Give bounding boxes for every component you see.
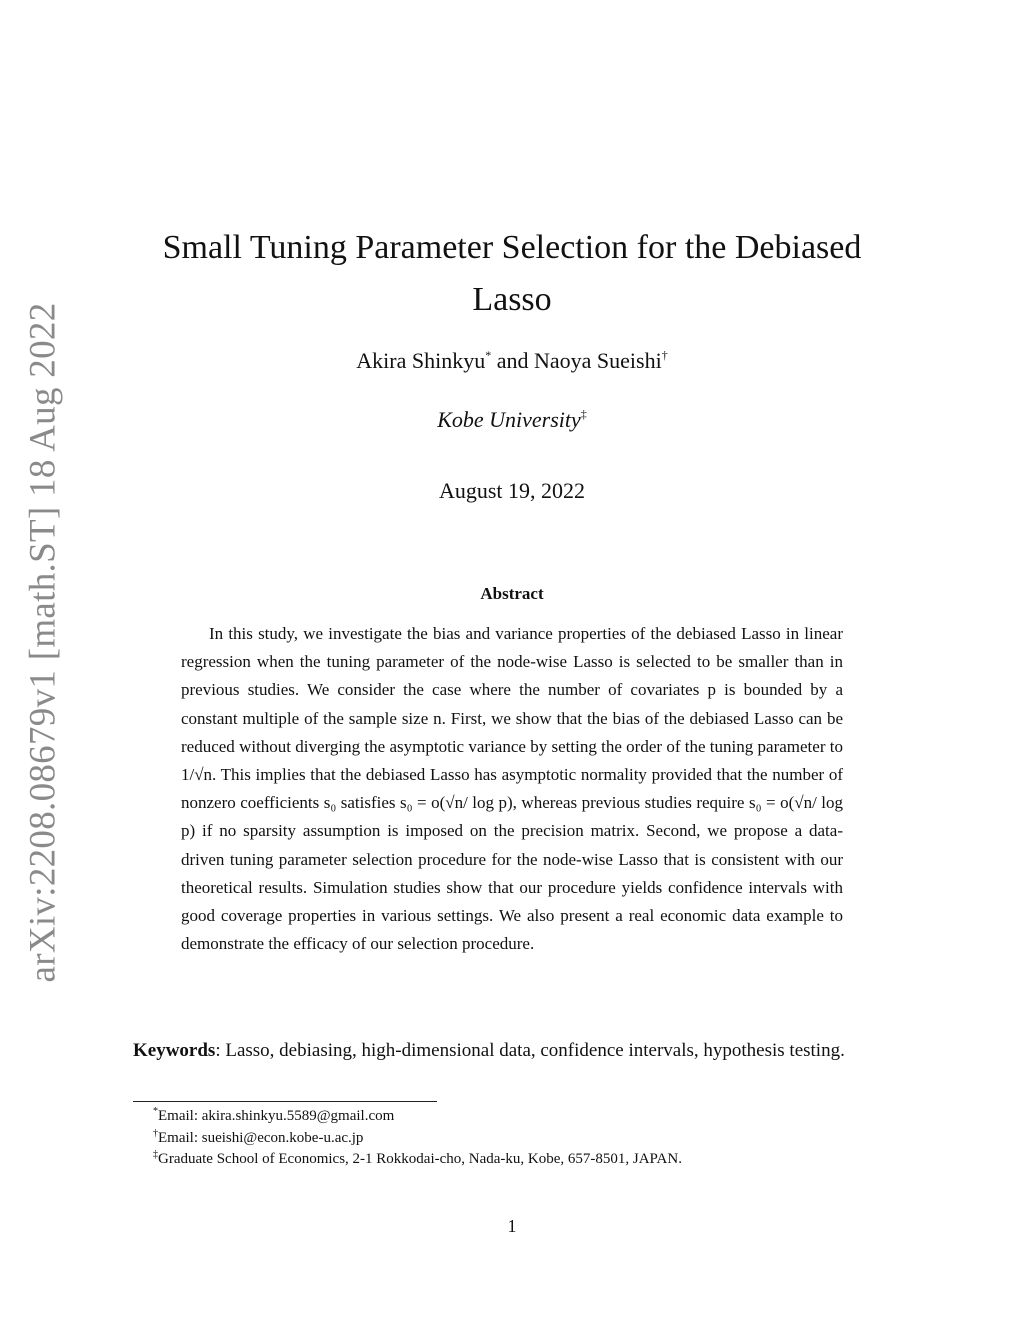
- paper-date: August 19, 2022: [438, 478, 586, 503]
- abstract-heading: Abstract: [480, 584, 544, 603]
- affiliation-mark: ‡: [580, 407, 587, 421]
- page-number: 1: [507, 1216, 517, 1236]
- footnote-2-mark: †: [153, 1127, 158, 1139]
- footnote-3-mark: ‡: [153, 1149, 158, 1160]
- keywords-label: Keywords: [133, 1040, 216, 1061]
- author-line: [0, 348, 1024, 374]
- author-second: Naoya Sueishi: [534, 348, 662, 373]
- keywords: [133, 1036, 891, 1066]
- affiliation-name: Kobe University: [437, 407, 581, 432]
- footnote-2-text: Email: sueishi@econ.kobe-u.ac.jp: [158, 1129, 364, 1146]
- footnote-2: [153, 1128, 913, 1150]
- author-connector: and: [491, 348, 534, 373]
- footnote-3: [153, 1149, 913, 1171]
- footnote-1: [153, 1106, 913, 1128]
- arxiv-identifier: arXiv:2208.08679v1 [math.ST] 18 Aug 2022: [22, 302, 64, 983]
- paper-title: Small Tuning Parameter Selection for the Debiased Lasso: [162, 229, 862, 318]
- affiliation: [0, 407, 1024, 433]
- footnote-1-mark: *: [153, 1106, 158, 1117]
- abstract-text: In this study, we investigate the bias and variance properties of the debiased Lasso in linear regression when the tuning parameter of the node-wise Lasso is selected to be smaller than in previous studies. We consider the case where the number of covariates p is bounded by a constant multiple of the sample size n. First, we show that the bias of the debiased Lasso can be reduced without diverging the asymptotic variance by setting the order of the tuning parameter to 1/√n. This implies that the debiased Lasso has asymptotic normality provided that the number of nonzero coefficients s₀ satisfies s₀ = o(√n/ log p), whereas previous studies require s₀ = o(√n/ log p) if no sparsity assumption is imposed on the precision matrix. Second, we propose a data-driven tuning parameter selection procedure for the node-wise Lasso that is consistent with our theoretical results. Simulation studies show that our procedure yields confidence intervals with good coverage properties in various settings. We also present a real economic data example to demonstrate the efficacy of our selection procedure.: [181, 624, 843, 954]
- footnotes: [153, 1106, 913, 1171]
- author-second-mark: †: [661, 348, 668, 362]
- footnote-3-text: Graduate School of Economics, 2-1 Rokkodai-cho, Nada-ku, Kobe, 657-8501, JAPAN.: [158, 1151, 682, 1167]
- footnote-1-text: Email: akira.shinkyu.5589@gmail.com: [158, 1108, 395, 1124]
- author-first: Akira Shinkyu: [356, 348, 486, 373]
- author-first-mark: *: [485, 348, 492, 362]
- keywords-text: : Lasso, debiasing, high-dimensional data, confidence intervals, hypothesis testing.: [215, 1040, 845, 1061]
- footnote-rule: [133, 1101, 437, 1102]
